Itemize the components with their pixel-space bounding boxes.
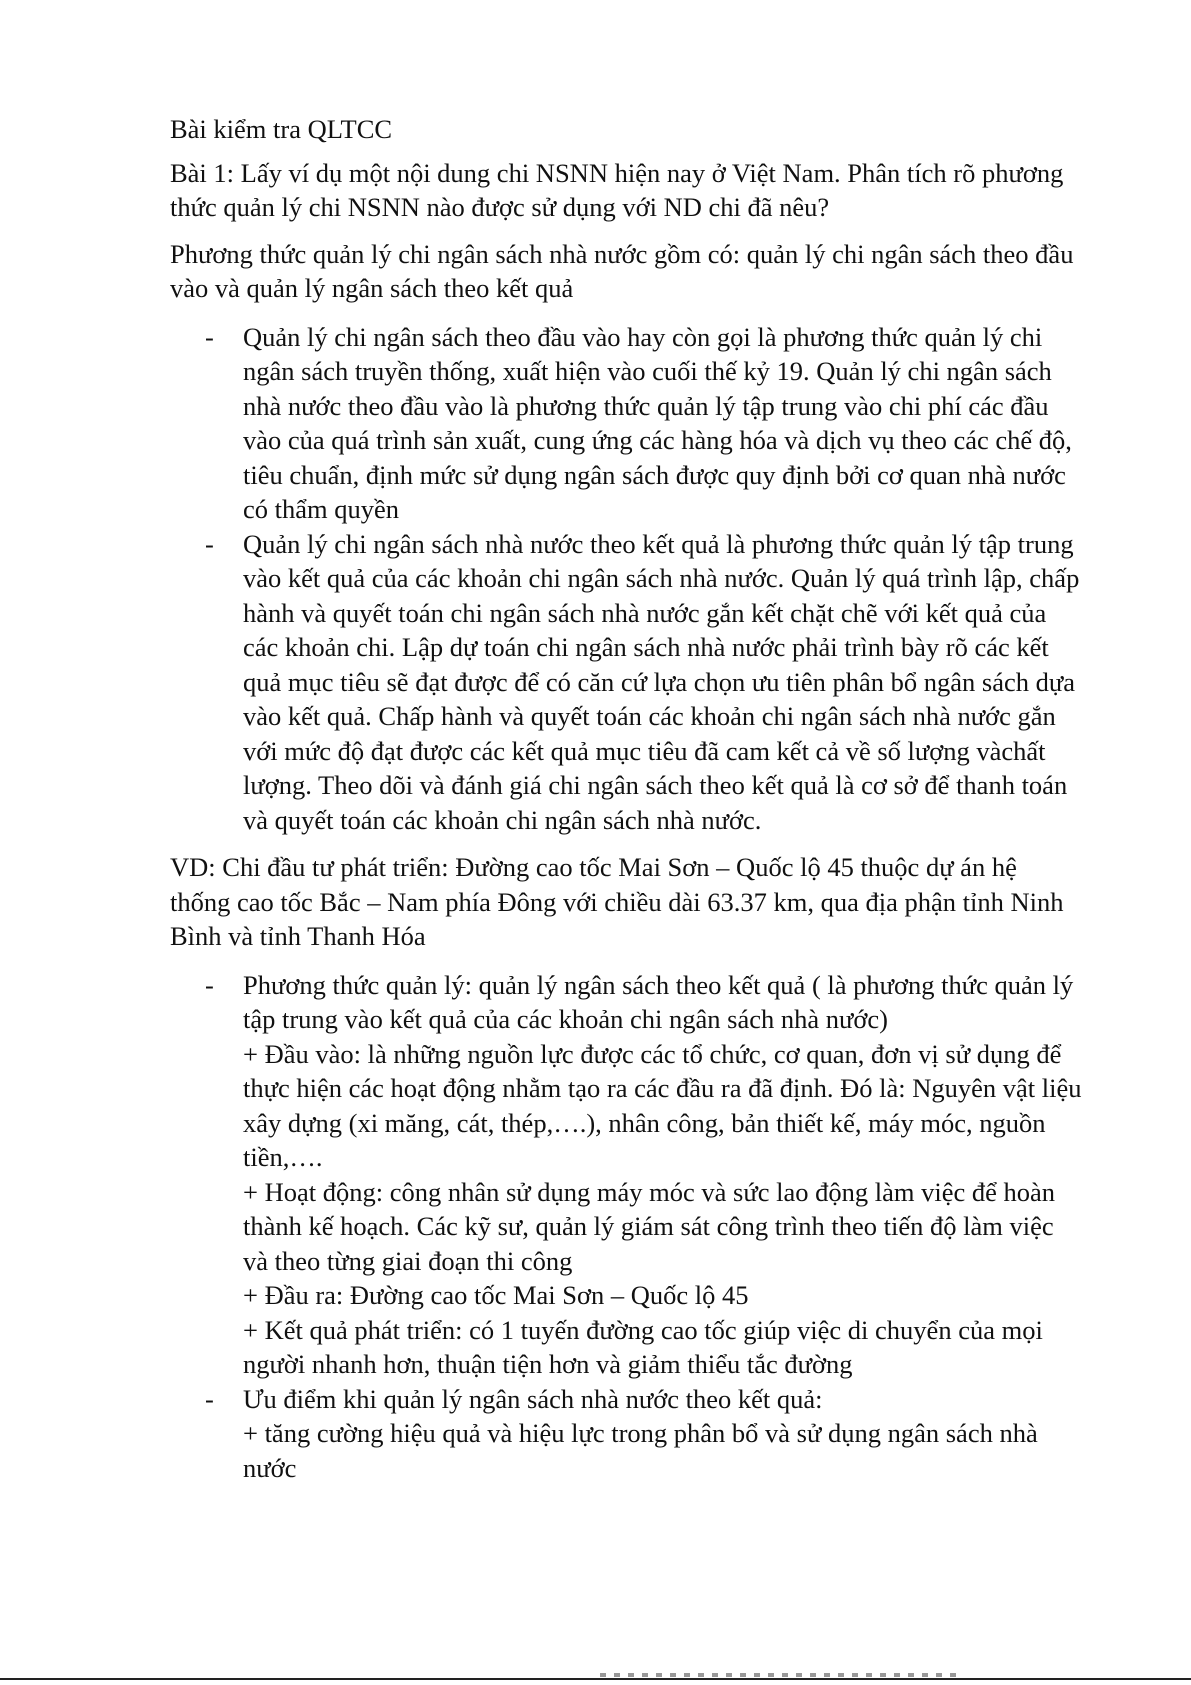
outcomes-line: + Kết quả phát triển: có 1 tuyến đường cao tốc giúp việc di chuyển của mọi người nhanh hơn, thuận tiện hơn và giảm thiểu tắc đường (243, 1314, 1043, 1379)
document-title: Bài kiểm tra QLTCC (170, 114, 393, 144)
example-paragraph: VD: Chi đầu tư phát triển: Đường cao tốc Mai Sơn – Quốc lộ 45 thuộc dự án hệ thống cao tốc Bắc – Nam phía Đông với chiều dài 63.37 km, qua địa phận tỉnh Ninh Bình và tỉnh Thanh Hóa (170, 852, 1064, 951)
outputs-line: + Đầu ra: Đường cao tốc Mai Sơn – Quốc lộ 45 (243, 1280, 749, 1310)
method-input-based-text: Quản lý chi ngân sách theo đầu vào hay còn gọi là phương thức quản lý chi ngân sách truyền thống, xuất hiện vào cuối thế kỷ 19. Quản lý chi ngân sách nhà nước theo đầu vào là phương thức quản lý tập trung vào chi phí các đầu vào của quá trình sản xuất, cung ứng các hàng hóa và dịch vụ theo các chế độ, tiêu chuẩn, định mức sử dụng ngân sách được quy định bởi cơ quan nhà nước có thẩm quyền (243, 321, 1072, 524)
list-item (170, 1382, 1082, 1486)
page-footer-marks (600, 1673, 960, 1677)
advantage-line: + tăng cường hiệu quả và hiệu lực trong phân bổ và sử dụng ngân sách nhà nước (243, 1418, 1038, 1483)
methods-list (170, 320, 1082, 838)
intro-paragraph: Phương thức quản lý chi ngân sách nhà nước gồm có: quản lý chi ngân sách theo đầu vào và quản lý ngân sách theo kết quả (170, 238, 1074, 303)
dash-bullet: - (205, 321, 214, 352)
question-text: Bài 1: Lấy ví dụ một nội dung chi NSNN hiện nay ở Việt Nam. Phân tích rõ phương thức quản lý chi NSNN nào được sử dụng với ND chi đã nêu? (170, 157, 1064, 222)
analysis-list (170, 968, 1082, 1486)
list-item (170, 320, 1082, 527)
list-item (170, 968, 1082, 1382)
dash-bullet: - (205, 528, 214, 559)
advantages-heading-line: Ưu điểm khi quản lý ngân sách nhà nước theo kết quả: (243, 1383, 823, 1414)
document-page (170, 112, 1082, 1498)
dash-bullet: - (205, 1383, 214, 1414)
management-method-line: Phương thức quản lý: quản lý ngân sách theo kết quả ( là phương thức quản lý tập trung vào kết quả của các khoản chi ngân sách nhà nước) (243, 969, 1074, 1034)
activities-line: + Hoạt động: công nhân sử dụng máy móc và sức lao động làm việc để hoàn thành kế hoạch. Các kỹ sư, quản lý giám sát công trình theo tiến độ làm việc và theo từng giai đoạn thi công (243, 1176, 1055, 1276)
page-footer-rule (0, 1678, 1191, 1680)
list-item (170, 527, 1082, 838)
method-result-based-text: Quản lý chi ngân sách nhà nước theo kết quả là phương thức quản lý tập trung vào kết quả của các khoản chi ngân sách nhà nước. Quản lý quá trình lập, chấp hành và quyết toán chi ngân sách nhà nước gắn kết chặt chẽ với kết quả của các khoản chi. Lập dự toán chi ngân sách nhà nước phải trình bày rõ các kết quả mục tiêu sẽ đạt được để có căn cứ lựa chọn ưu tiên phân bổ ngân sách dựa vào kết quả. Chấp hành và quyết toán các khoản chi ngân sách nhà nước gắn với mức độ đạt được các kết quả mục tiêu đã cam kết cả về số lượng vàchất lượng. Theo dõi và đánh giá chi ngân sách theo kết quả là cơ sở để thanh toán và quyết toán các khoản chi ngân sách nhà nước. (243, 528, 1080, 835)
dash-bullet: - (205, 969, 214, 1000)
inputs-line: + Đầu vào: là những nguồn lực được các tổ chức, cơ quan, đơn vị sử dụng để thực hiện các hoạt động nhằm tạo ra các đầu ra đã định. Đó là: Nguyên vật liệu xây dựng (xi măng, cát, thép,….), nhân công, bản thiết kế, máy móc, nguồn tiền,…. (243, 1038, 1082, 1172)
